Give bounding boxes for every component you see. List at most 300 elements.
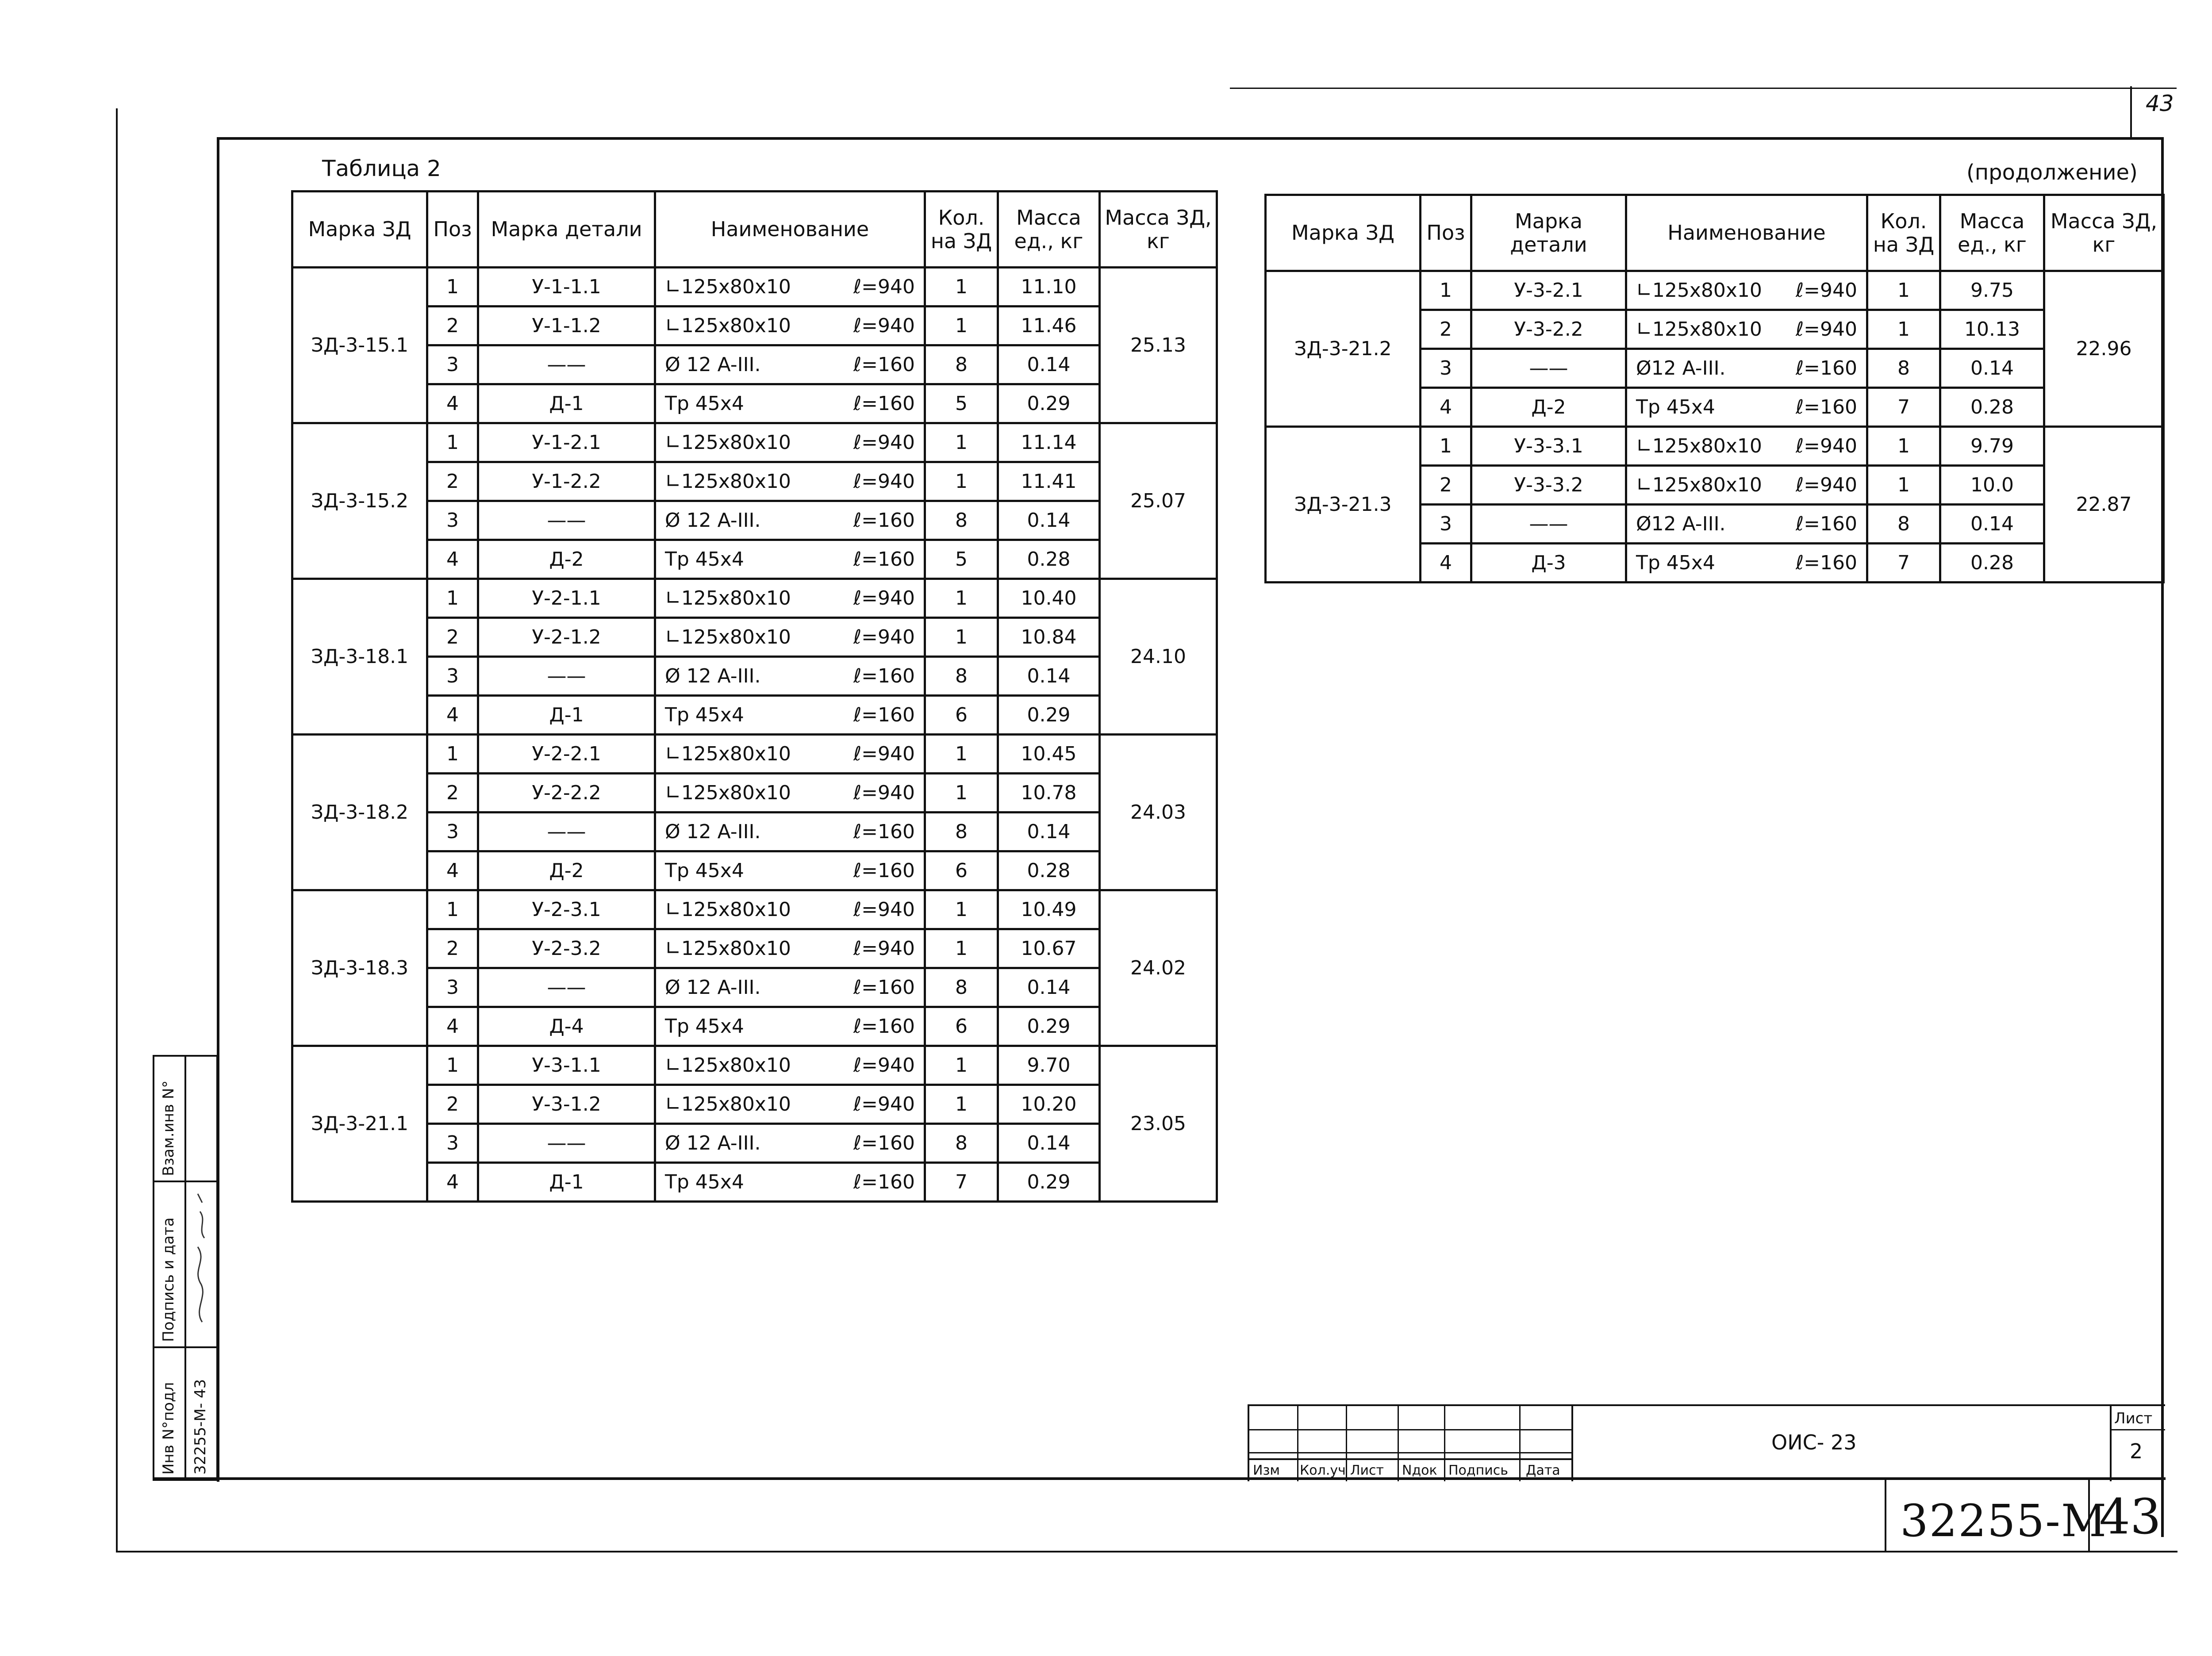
- unit-mass: 0.14: [998, 813, 1100, 851]
- zd-mark: ЗД-3-21.3: [1266, 427, 1421, 583]
- pos-cell: 4: [427, 384, 478, 423]
- detail-mark: ——: [1471, 349, 1626, 388]
- item-name: [655, 579, 925, 618]
- pos-cell: 3: [427, 1124, 478, 1163]
- item-name-wrap: [1636, 513, 1863, 535]
- pos-cell: 1: [427, 1046, 478, 1085]
- item-name-wrap: [1636, 279, 1863, 302]
- table-row: [292, 1007, 1217, 1046]
- table-row: [292, 384, 1217, 423]
- table-row: [292, 813, 1217, 851]
- item-name: [655, 1007, 925, 1046]
- item-name-wrap: [1636, 396, 1863, 418]
- item-profile: ∟125x80x10: [665, 898, 791, 921]
- detail-mark: У-2-2.2: [478, 774, 655, 813]
- item-profile: ∟125x80x10: [665, 431, 791, 454]
- unit-mass: 11.14: [998, 423, 1100, 462]
- hdr-poz: Поз: [1421, 195, 1471, 271]
- qty-cell: 8: [1867, 349, 1940, 388]
- detail-mark: ——: [478, 1124, 655, 1163]
- table-row: [292, 657, 1217, 696]
- item-name: [655, 929, 925, 968]
- unit-mass: 10.78: [998, 774, 1100, 813]
- item-profile: ∟125x80x10: [1636, 435, 1762, 457]
- item-name: [655, 345, 925, 384]
- item-name: [655, 774, 925, 813]
- designation: ОИС- 23: [1771, 1430, 1857, 1454]
- unit-mass: 0.14: [1940, 505, 2044, 544]
- item-profile: Тр 45x4: [665, 859, 744, 882]
- item-name-wrap: [1636, 357, 1863, 380]
- item-length: ℓ=940: [853, 1093, 915, 1116]
- qty-cell: 1: [925, 1046, 998, 1085]
- item-length: ℓ=940: [1795, 279, 1857, 302]
- detail-mark: У-2-3.1: [478, 890, 655, 929]
- header-row: [1266, 195, 2164, 271]
- tb-col-1: [1297, 1406, 1298, 1481]
- table-row: [292, 1046, 1217, 1085]
- item-name: [655, 851, 925, 890]
- item-name-wrap: [665, 1015, 921, 1038]
- detail-mark: ——: [478, 345, 655, 384]
- item-name: [655, 1124, 925, 1163]
- item-name-wrap: [665, 509, 921, 532]
- table-row: [292, 696, 1217, 735]
- detail-mark: У-3-1.1: [478, 1046, 655, 1085]
- item-name-wrap: [665, 314, 921, 337]
- item-name-wrap: [665, 276, 921, 298]
- pos-cell: 1: [427, 423, 478, 462]
- unit-mass: 11.41: [998, 462, 1100, 501]
- pos-cell: 2: [427, 1085, 478, 1124]
- detail-mark: Д-1: [478, 1163, 655, 1202]
- item-name: [1626, 427, 1867, 466]
- detail-mark: У-2-1.2: [478, 618, 655, 657]
- detail-mark: У-2-3.2: [478, 929, 655, 968]
- item-name-wrap: [1636, 318, 1863, 341]
- detail-mark: У-1-2.2: [478, 462, 655, 501]
- item-name: [655, 540, 925, 579]
- inv-podl-label: Инв N°подл: [160, 1382, 177, 1475]
- detail-mark: Д-4: [478, 1007, 655, 1046]
- hdr-naimenovanie: Наименование: [655, 192, 925, 268]
- pos-cell: 4: [427, 1007, 478, 1046]
- zd-mass: 23.05: [1100, 1046, 1217, 1202]
- item-profile: Ø 12 A-III.: [665, 509, 761, 532]
- item-length: ℓ=940: [853, 743, 915, 765]
- item-name: [1626, 388, 1867, 427]
- detail-mark: У-1-1.1: [478, 268, 655, 307]
- item-length: ℓ=940: [853, 470, 915, 493]
- item-profile: Тр 45x4: [1636, 396, 1715, 418]
- item-name-wrap: [665, 782, 921, 804]
- item-length: ℓ=160: [853, 859, 915, 882]
- item-name: [655, 657, 925, 696]
- unit-mass: 0.14: [998, 345, 1100, 384]
- pos-cell: 2: [1421, 466, 1471, 505]
- pos-cell: 3: [427, 345, 478, 384]
- pos-cell: 3: [1421, 505, 1471, 544]
- side-stamp-sep-1: [154, 1181, 216, 1182]
- item-length: ℓ=940: [853, 431, 915, 454]
- detail-mark: Д-2: [478, 540, 655, 579]
- zd-mass: 22.96: [2044, 271, 2164, 427]
- pos-cell: 2: [1421, 310, 1471, 349]
- table-row: [292, 774, 1217, 813]
- inner-frame-top: [217, 137, 2163, 140]
- zd-mark: ЗД-3-15.1: [292, 268, 427, 423]
- hdr-massa-ed: Масса ед., кг: [998, 192, 1100, 268]
- table-row: [292, 307, 1217, 345]
- detail-mark: У-2-2.1: [478, 735, 655, 774]
- table-row: [292, 851, 1217, 890]
- pos-cell: 1: [427, 735, 478, 774]
- item-profile: ∟125x80x10: [665, 276, 791, 298]
- item-length: ℓ=940: [853, 626, 915, 648]
- item-name: [655, 423, 925, 462]
- table-row: [292, 968, 1217, 1007]
- tb-col-2: [1346, 1406, 1347, 1481]
- detail-mark: У-1-1.2: [478, 307, 655, 345]
- table-row: [1266, 271, 2164, 310]
- tb-col-3: [1398, 1406, 1399, 1481]
- vzam-inv-label: Взам.инв N°: [160, 1080, 177, 1176]
- item-name-wrap: [665, 548, 921, 571]
- item-length: ℓ=160: [853, 820, 915, 843]
- pos-cell: 4: [427, 1163, 478, 1202]
- detail-mark: ——: [478, 968, 655, 1007]
- pos-cell: 2: [427, 462, 478, 501]
- pos-cell: 1: [427, 579, 478, 618]
- outer-frame-bottom: [116, 1551, 2177, 1552]
- item-profile: ∟125x80x10: [665, 937, 791, 960]
- unit-mass: 10.49: [998, 890, 1100, 929]
- side-stamp-sep-2: [154, 1346, 216, 1348]
- continuation-label: (продолжение): [1966, 160, 2138, 185]
- table-title: Таблица 2: [322, 156, 441, 181]
- item-name-wrap: [665, 743, 921, 765]
- detail-mark: У-3-2.2: [1471, 310, 1626, 349]
- detail-mark: ——: [478, 657, 655, 696]
- item-profile: Тр 45x4: [665, 392, 744, 415]
- unit-mass: 10.84: [998, 618, 1100, 657]
- item-name-wrap: [1636, 435, 1863, 457]
- item-name: [1626, 505, 1867, 544]
- tb-col-sheet: [2110, 1406, 2112, 1481]
- item-length: ℓ=940: [853, 1054, 915, 1077]
- item-profile: ∟125x80x10: [665, 782, 791, 804]
- detail-mark: Д-1: [478, 384, 655, 423]
- hdr-massa-zd: Масса ЗД, кг: [2044, 195, 2164, 271]
- qty-cell: 5: [925, 540, 998, 579]
- tb-sheet-sep: [2110, 1429, 2165, 1430]
- item-profile: Тр 45x4: [665, 704, 744, 726]
- detail-mark: У-2-1.1: [478, 579, 655, 618]
- item-name-wrap: [665, 859, 921, 882]
- zd-mark: ЗД-3-18.2: [292, 735, 427, 890]
- item-length: ℓ=160: [1795, 552, 1857, 574]
- unit-mass: 10.45: [998, 735, 1100, 774]
- zd-mark: ЗД-3-21.2: [1266, 271, 1421, 427]
- pos-cell: 4: [427, 851, 478, 890]
- side-stamp-divider: [184, 1057, 186, 1479]
- pos-cell: 2: [427, 774, 478, 813]
- unit-mass: 0.14: [1940, 349, 2044, 388]
- item-length: ℓ=160: [1795, 357, 1857, 380]
- pos-cell: 2: [427, 929, 478, 968]
- item-name-wrap: [665, 587, 921, 610]
- item-name: [655, 735, 925, 774]
- item-profile: ∟125x80x10: [665, 626, 791, 648]
- item-name: [655, 813, 925, 851]
- item-name-wrap: [665, 665, 921, 687]
- detail-mark: У-3-1.2: [478, 1085, 655, 1124]
- side-stamp: [153, 1055, 218, 1481]
- item-name: [655, 1046, 925, 1085]
- unit-mass: 10.0: [1940, 466, 2044, 505]
- item-length: ℓ=160: [1795, 513, 1857, 535]
- qty-cell: 1: [1867, 427, 1940, 466]
- table-row: [292, 1163, 1217, 1202]
- table-row: [292, 929, 1217, 968]
- pos-cell: 2: [427, 307, 478, 345]
- item-length: ℓ=160: [853, 353, 915, 376]
- qty-cell: 1: [925, 774, 998, 813]
- item-length: ℓ=160: [1795, 396, 1857, 418]
- tb-label-list: Лист: [1350, 1463, 1384, 1478]
- item-name: [655, 1163, 925, 1202]
- podpis-data-label: Подпись и дата: [160, 1217, 177, 1342]
- qty-cell: 8: [925, 968, 998, 1007]
- unit-mass: 0.28: [998, 851, 1100, 890]
- sheet-number-top: 43: [2146, 91, 2174, 116]
- detail-mark: У-1-2.1: [478, 423, 655, 462]
- hdr-marka-detali: Марка детали: [1471, 195, 1626, 271]
- pos-cell: 1: [427, 890, 478, 929]
- item-name-wrap: [665, 820, 921, 843]
- item-length: ℓ=160: [853, 976, 915, 999]
- detail-mark: У-3-2.1: [1471, 271, 1626, 310]
- pos-cell: 4: [1421, 544, 1471, 583]
- unit-mass: 10.40: [998, 579, 1100, 618]
- item-profile: ∟125x80x10: [665, 1093, 791, 1116]
- hdr-massa-ed: Масса ед., кг: [1940, 195, 2044, 271]
- table-row: [292, 579, 1217, 618]
- sheet-label: Лист: [2114, 1410, 2153, 1427]
- item-profile: ∟125x80x10: [1636, 474, 1762, 496]
- table-row: [292, 1124, 1217, 1163]
- signature-mark: [189, 1185, 213, 1326]
- qty-cell: 1: [1867, 310, 1940, 349]
- qty-cell: 1: [925, 268, 998, 307]
- hdr-naimenovanie: Наименование: [1626, 195, 1867, 271]
- item-name: [1626, 544, 1867, 583]
- item-length: ℓ=160: [853, 548, 915, 571]
- right-spec-table: [1264, 194, 2165, 583]
- hdr-marka-zd: Марка ЗД: [1266, 195, 1421, 271]
- unit-mass: 0.29: [998, 696, 1100, 735]
- pos-cell: 1: [427, 268, 478, 307]
- hdr-marka-detali: Марка детали: [478, 192, 655, 268]
- qty-cell: 7: [925, 1163, 998, 1202]
- unit-mass: 0.14: [998, 968, 1100, 1007]
- item-profile: Ø 12 A-III.: [665, 1132, 761, 1154]
- item-length: ℓ=940: [853, 898, 915, 921]
- qty-cell: 7: [1867, 544, 1940, 583]
- item-name-wrap: [665, 704, 921, 726]
- qty-cell: 8: [1867, 505, 1940, 544]
- hdr-marka-zd: Марка ЗД: [292, 192, 427, 268]
- unit-mass: 10.13: [1940, 310, 2044, 349]
- item-name-wrap: [1636, 552, 1863, 574]
- item-name-wrap: [665, 976, 921, 999]
- item-profile: Ø 12 A-III.: [665, 665, 761, 687]
- item-name: [1626, 271, 1867, 310]
- zd-mark: ЗД-3-18.3: [292, 890, 427, 1046]
- pos-cell: 1: [1421, 427, 1471, 466]
- qty-cell: 6: [925, 696, 998, 735]
- item-length: ℓ=940: [853, 937, 915, 960]
- qty-cell: 1: [925, 423, 998, 462]
- tb-label-kol-uch: Кол.уч: [1300, 1463, 1346, 1478]
- tb-label-ndok: Nдок: [1402, 1463, 1437, 1478]
- archive-sheet-number: 43: [2099, 1488, 2161, 1545]
- zd-mark: ЗД-3-21.1: [292, 1046, 427, 1202]
- tb-col-6: [1571, 1406, 1573, 1481]
- tb-label-izm: Изм: [1253, 1463, 1280, 1478]
- pos-cell: 3: [427, 813, 478, 851]
- zd-mass: 24.10: [1100, 579, 1217, 735]
- item-name: [655, 890, 925, 929]
- detail-mark: Д-3: [1471, 544, 1626, 583]
- item-profile: ∟125x80x10: [665, 314, 791, 337]
- detail-mark: У-3-3.2: [1471, 466, 1626, 505]
- item-name: [655, 307, 925, 345]
- item-profile: Ø12 A-III.: [1636, 513, 1726, 535]
- table-row: [292, 540, 1217, 579]
- zd-mass: 24.03: [1100, 735, 1217, 890]
- qty-cell: 1: [925, 1085, 998, 1124]
- item-name-wrap: [665, 1093, 921, 1116]
- unit-mass: 0.28: [998, 540, 1100, 579]
- table-row: [1266, 427, 2164, 466]
- qty-cell: 1: [925, 890, 998, 929]
- unit-mass: 11.10: [998, 268, 1100, 307]
- unit-mass: 0.29: [998, 1007, 1100, 1046]
- item-profile: ∟125x80x10: [1636, 279, 1762, 302]
- item-length: ℓ=160: [853, 392, 915, 415]
- unit-mass: 9.79: [1940, 427, 2044, 466]
- item-name-wrap: [665, 626, 921, 648]
- left-spec-table: [291, 190, 1218, 1203]
- item-profile: Тр 45x4: [665, 1015, 744, 1038]
- table-row: [292, 618, 1217, 657]
- item-length: ℓ=160: [853, 704, 915, 726]
- item-name-wrap: [665, 1132, 921, 1154]
- item-length: ℓ=940: [1795, 318, 1857, 341]
- item-profile: Тр 45x4: [665, 548, 744, 571]
- pos-cell: 4: [427, 696, 478, 735]
- item-name-wrap: [665, 353, 921, 376]
- qty-cell: 1: [925, 735, 998, 774]
- title-block: [1248, 1404, 2165, 1481]
- qty-cell: 7: [1867, 388, 1940, 427]
- pos-cell: 4: [427, 540, 478, 579]
- item-name-wrap: [1636, 474, 1863, 496]
- item-profile: ∟125x80x10: [1636, 318, 1762, 341]
- tb-label-data: Дата: [1526, 1463, 1560, 1478]
- item-profile: ∟125x80x10: [665, 470, 791, 493]
- item-profile: ∟125x80x10: [665, 743, 791, 765]
- qty-cell: 5: [925, 384, 998, 423]
- table-row: [292, 268, 1217, 307]
- item-name: [655, 384, 925, 423]
- qty-cell: 6: [925, 851, 998, 890]
- hdr-massa-zd: Масса ЗД, кг: [1100, 192, 1217, 268]
- outer-frame-left: [116, 108, 118, 1552]
- unit-mass: 0.14: [998, 657, 1100, 696]
- unit-mass: 9.75: [1940, 271, 2044, 310]
- item-profile: Ø12 A-III.: [1636, 357, 1726, 380]
- item-length: ℓ=940: [853, 276, 915, 298]
- item-length: ℓ=160: [853, 1171, 915, 1193]
- detail-mark: ——: [478, 501, 655, 540]
- item-length: ℓ=160: [853, 1132, 915, 1154]
- item-profile: ∟125x80x10: [665, 1054, 791, 1077]
- hdr-kol: Кол. на ЗД: [1867, 195, 1940, 271]
- item-name-wrap: [665, 1054, 921, 1077]
- pos-cell: 1: [1421, 271, 1471, 310]
- qty-cell: 8: [925, 345, 998, 384]
- item-name: [655, 268, 925, 307]
- item-profile: Тр 45x4: [665, 1171, 744, 1193]
- tb-label-podpis: Подпись: [1448, 1463, 1508, 1478]
- item-profile: Ø 12 A-III.: [665, 353, 761, 376]
- unit-mass: 0.14: [998, 1124, 1100, 1163]
- pos-cell: 3: [427, 657, 478, 696]
- unit-mass: 0.28: [1940, 544, 2044, 583]
- item-name: [1626, 310, 1867, 349]
- item-name-wrap: [665, 431, 921, 454]
- item-profile: Тр 45x4: [1636, 552, 1715, 574]
- qty-cell: 8: [925, 501, 998, 540]
- qty-cell: 6: [925, 1007, 998, 1046]
- sheet-no: 2: [2130, 1439, 2143, 1463]
- hdr-poz: Поз: [427, 192, 478, 268]
- table-row: [292, 462, 1217, 501]
- qty-cell: 1: [1867, 271, 1940, 310]
- item-name: [655, 501, 925, 540]
- item-length: ℓ=940: [853, 314, 915, 337]
- item-name: [655, 696, 925, 735]
- inv-podl-value: 32255-М- 43: [192, 1379, 209, 1475]
- tb-col-5: [1519, 1406, 1521, 1481]
- detail-mark: Д-2: [1471, 388, 1626, 427]
- top-thin-line: [1230, 88, 2177, 89]
- item-name-wrap: [665, 392, 921, 415]
- header-row: [292, 192, 1217, 268]
- table-row: [292, 1085, 1217, 1124]
- table-row: [292, 890, 1217, 929]
- item-name: [655, 462, 925, 501]
- pos-cell: 3: [427, 501, 478, 540]
- qty-cell: 1: [925, 307, 998, 345]
- item-length: ℓ=940: [853, 782, 915, 804]
- archive-number: 32255-М: [1900, 1495, 2108, 1547]
- zd-mass: 25.13: [1100, 268, 1217, 423]
- qty-cell: 8: [925, 1124, 998, 1163]
- item-length: ℓ=940: [1795, 435, 1857, 457]
